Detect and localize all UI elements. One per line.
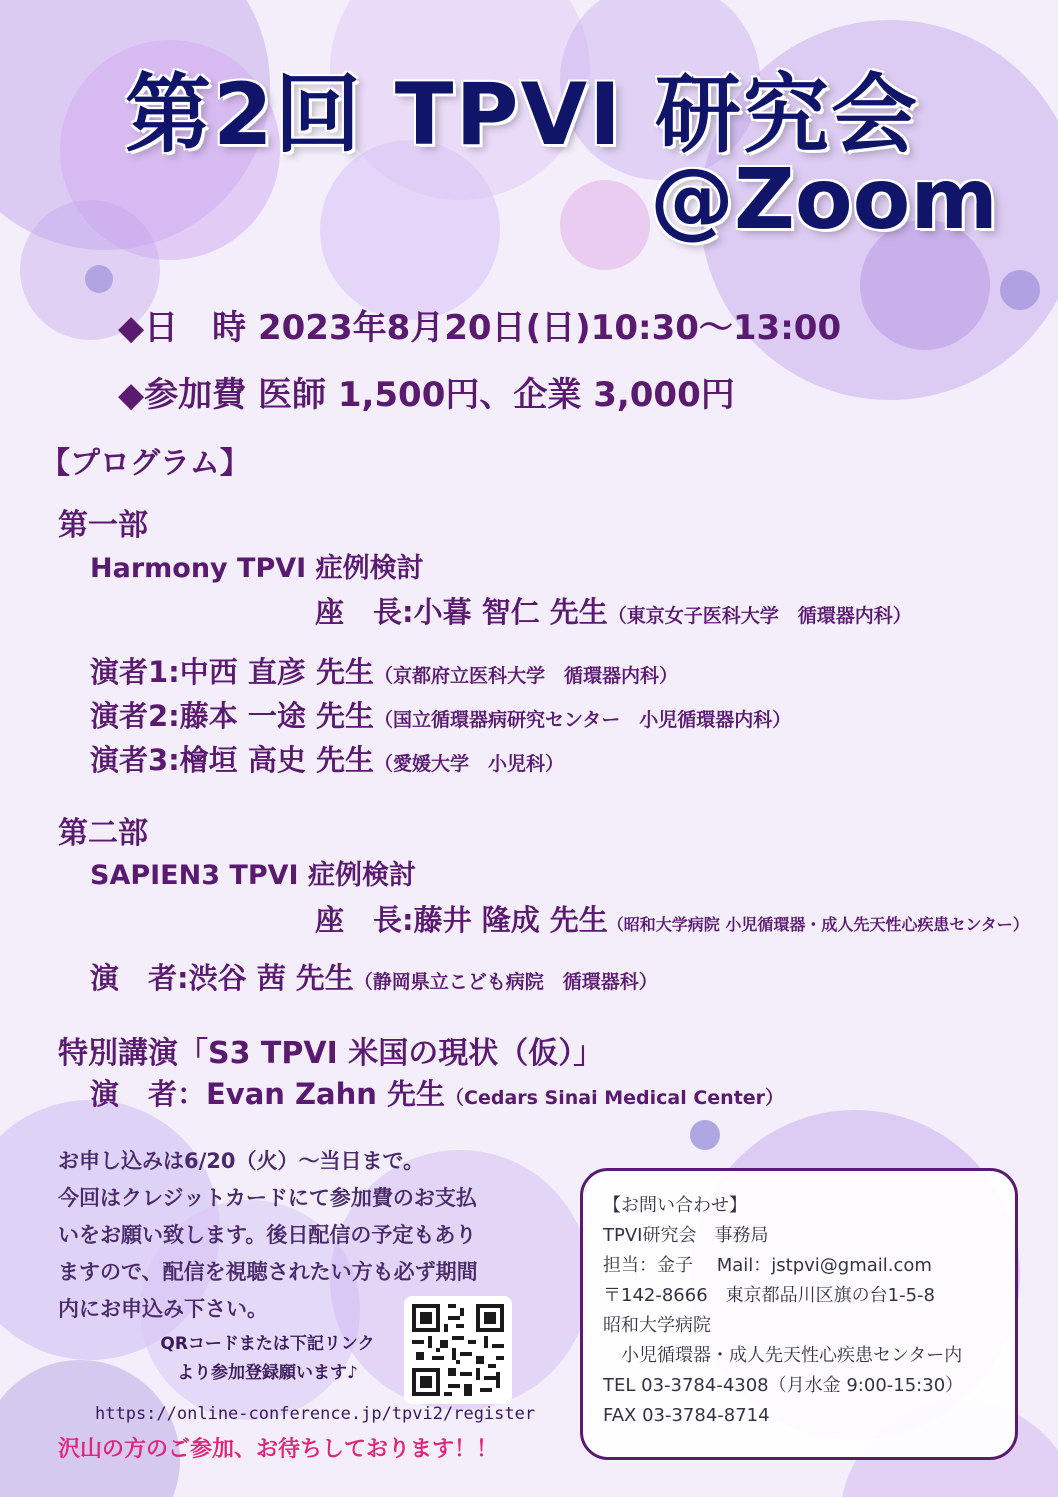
contact-dept: 小児循環器・成人先天性心疾患センター内 <box>603 1345 963 1366</box>
page-subtitle: @Zoom <box>650 150 998 248</box>
part1-speaker-1 <box>90 650 678 691</box>
chair-label: 座 長:藤井 隆成 先生 <box>315 903 608 937</box>
contact-tel: TEL 03-3784-4308（月水金 9:00-15:30） <box>603 1375 964 1396</box>
speaker-affiliation: （京都府立医科大学 循環器内科） <box>373 665 678 687</box>
part1-chair <box>315 590 912 631</box>
page-title: 第2回 TPVI 研究会 <box>125 65 919 165</box>
program-heading: 【プログラム】 <box>40 446 250 481</box>
contact-fax: FAX 03-3784-8714 <box>603 1405 770 1426</box>
part1-speaker-2 <box>90 694 791 735</box>
speaker-label: 演者2:藤本 一途 先生 <box>90 699 374 733</box>
special-lecture-title: 特別講演「S3 TPVI 米国の現状（仮）」 <box>58 1036 604 1071</box>
qr-code[interactable] <box>404 1296 512 1404</box>
part2-title: 第二部 <box>58 816 148 851</box>
contact-org: TPVI研究会 事務局 <box>603 1225 769 1246</box>
qr-instruction-line: QRコードまたは下記リンク <box>160 1334 375 1354</box>
speaker-affiliation: （Cedars Sinai Medical Center） <box>445 1087 785 1109</box>
speaker-affiliation: （国立循環器病研究センター 小児循環器内科） <box>373 709 792 731</box>
qr-instruction <box>140 1330 395 1388</box>
speaker-label: 演 者：Evan Zahn 先生 <box>90 1077 446 1111</box>
chair-label: 座 長:小暮 智仁 先生 <box>315 595 608 629</box>
registration-link[interactable]: https://online-conference.jp/tpvi2/register <box>95 1404 536 1424</box>
event-date: ◆日 時 2023年8月20日(日)10:30〜13:00 <box>118 308 842 348</box>
notice-line: ますので、配信を視聴されたい方も必ず期間 <box>58 1260 478 1284</box>
contact-hospital: 昭和大学病院 <box>603 1315 711 1336</box>
notice-line: お申し込みは6/20（火）〜当日まで。 <box>58 1149 425 1173</box>
contact-box <box>580 1168 1018 1460</box>
contact-person: 担当：金子 Mail：jstpvi@gmail.com <box>603 1255 932 1276</box>
part1-subtitle: Harmony TPVI 症例検討 <box>90 553 424 584</box>
speaker-affiliation: （愛媛大学 小児科） <box>373 753 564 775</box>
event-fee: ◆参加費 医師 1,500円、企業 3,000円 <box>118 375 735 415</box>
notice-line: 今回はクレジットカードにて参加費のお支払 <box>58 1186 477 1210</box>
special-lecture-speaker <box>90 1072 784 1113</box>
chair-affiliation: （東京女子医科大学 循環器内科） <box>607 605 912 627</box>
qr-instruction-line: より参加登録願います♪ <box>177 1363 358 1383</box>
closing-message: 沢山の方のご参加、お待ちしております！！ <box>58 1437 499 1462</box>
part1-title: 第一部 <box>58 508 148 543</box>
notice-line: 内にお申込み下さい。 <box>58 1297 268 1321</box>
speaker-affiliation: （静岡県立こども病院 循環器科） <box>353 971 658 993</box>
speaker-label: 演者3:檜垣 高史 先生 <box>90 743 374 777</box>
speaker-label: 演者1:中西 直彦 先生 <box>90 655 374 689</box>
part2-speaker <box>90 956 658 997</box>
notice-line: いをお願い致します。後日配信の予定もあり <box>58 1223 477 1247</box>
part2-chair <box>315 898 1029 939</box>
part1-speaker-3 <box>90 738 564 779</box>
part2-subtitle: SAPIEN3 TPVI 症例検討 <box>90 860 416 891</box>
contact-address: 〒142-8666 東京都品川区旗の台1-5-8 <box>603 1285 936 1306</box>
speaker-label: 演 者:渋谷 茜 先生 <box>90 961 354 995</box>
chair-affiliation: （昭和大学病院 小児循環器・成人先天性心疾患センター） <box>607 915 1029 934</box>
contact-heading: 【お問い合わせ】 <box>603 1195 747 1216</box>
